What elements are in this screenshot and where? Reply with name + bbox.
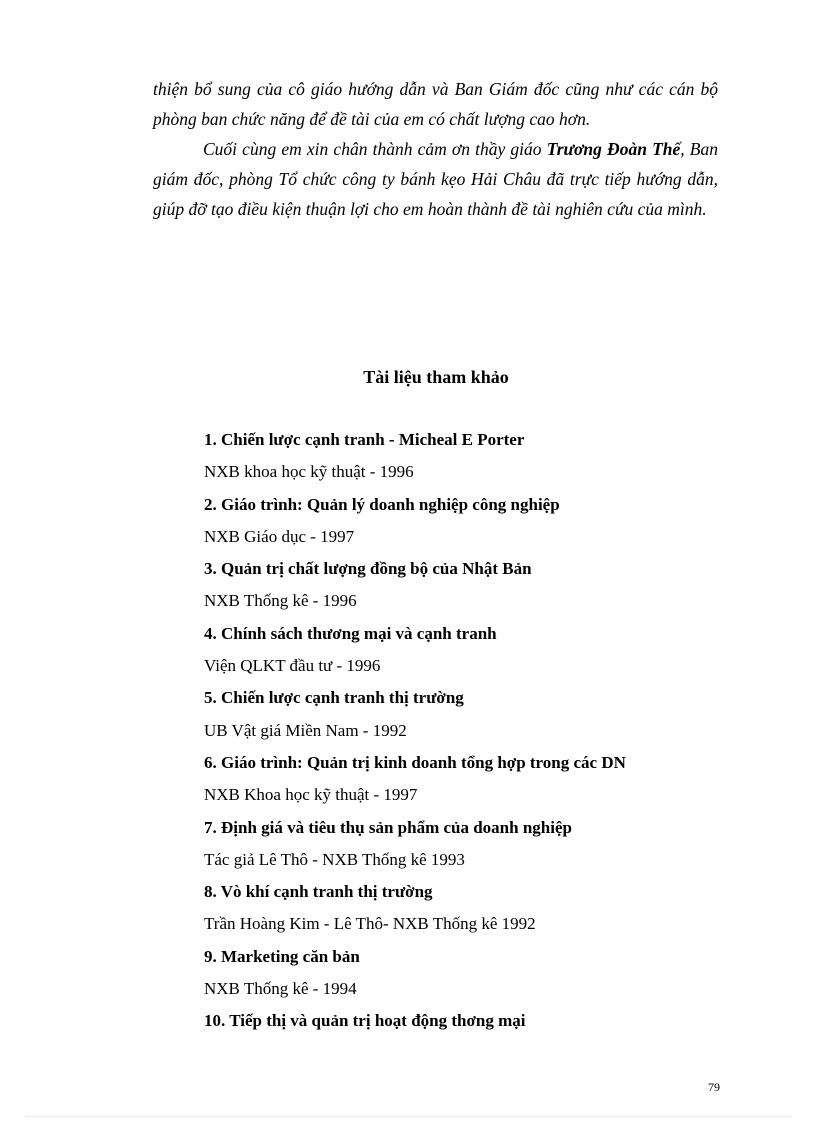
reference-title: 4. Chính sách thương mại và cạnh tranh [204,623,497,643]
advisor-name: Trương Đoàn Thể [546,139,681,159]
reference-publisher: UB Vật giá Miền Nam - 1992 [204,720,407,740]
acknowledgement-text-start: Cuối cùng em xin chân thành cảm ơn thầy giáo [203,139,547,159]
reference-title: 3. Quản trị chất lượng đồng bộ của Nhật Bản [204,559,532,579]
acknowledgement-text [153,74,718,224]
page-number: 79 [708,1080,720,1094]
reference-publisher: Tác giả Lê Thô - NXB Thống kê 1993 [204,849,465,869]
reference-title: 2. Giáo trình: Quản lý doanh nghiệp công nghiệp [204,494,560,514]
reference-title: 7. Định giá và tiêu thụ sản phẩm của doanh nghiệp [204,817,572,837]
reference-publisher: Trần Hoàng Kim - Lê Thô- NXB Thống kê 1992 [204,914,536,934]
acknowledgement-paragraph-2 [153,134,718,224]
acknowledgement-paragraph-1: thiện bổ sung của cô giáo hướng dẫn và Ban Giám đốc cũng như các cán bộ phòng ban chức năng để đề tài của em có chất lượng cao hơn. [153,79,718,129]
acknowledgement-text-end: , Ban giám đốc, phòng Tổ chức công ty bánh kẹo Hải Châu đã trực tiếp hướng dẫn, giúp đỡ tạo điều kiện thuận lợi cho em hoàn thành đề tài nghiên cứu của mình. [153,139,718,219]
reference-publisher: NXB Thống kê - 1994 [204,979,357,999]
reference-title: 5. Chiến lược cạnh tranh thị trường [204,688,464,708]
reference-title: 6. Giáo trình: Quản trị kinh doanh tổng hợp trong các DN [204,752,626,772]
reference-publisher: NXB khoa học kỹ thuật - 1996 [204,462,414,482]
reference-publisher: NXB Giáo dục - 1997 [204,526,355,546]
page-footer-divider [25,1116,791,1117]
references-list [204,426,764,1040]
reference-title: 9. Marketing căn bản [204,946,360,966]
reference-publisher: NXB Khoa học kỹ thuật - 1997 [204,785,418,805]
reference-publisher: NXB Thống kê - 1996 [204,591,357,611]
reference-publisher: Viện QLKT đầu tư - 1996 [204,656,381,676]
reference-title: 10. Tiếp thị và quản trị hoạt động thơng mại [204,1011,526,1031]
reference-title: 1. Chiến lược cạnh tranh - Micheal E Porter [204,430,525,449]
reference-title: 8. Vò khí cạnh tranh thị trường [204,882,433,902]
references-heading: Tài liệu tham khảo [363,367,509,387]
